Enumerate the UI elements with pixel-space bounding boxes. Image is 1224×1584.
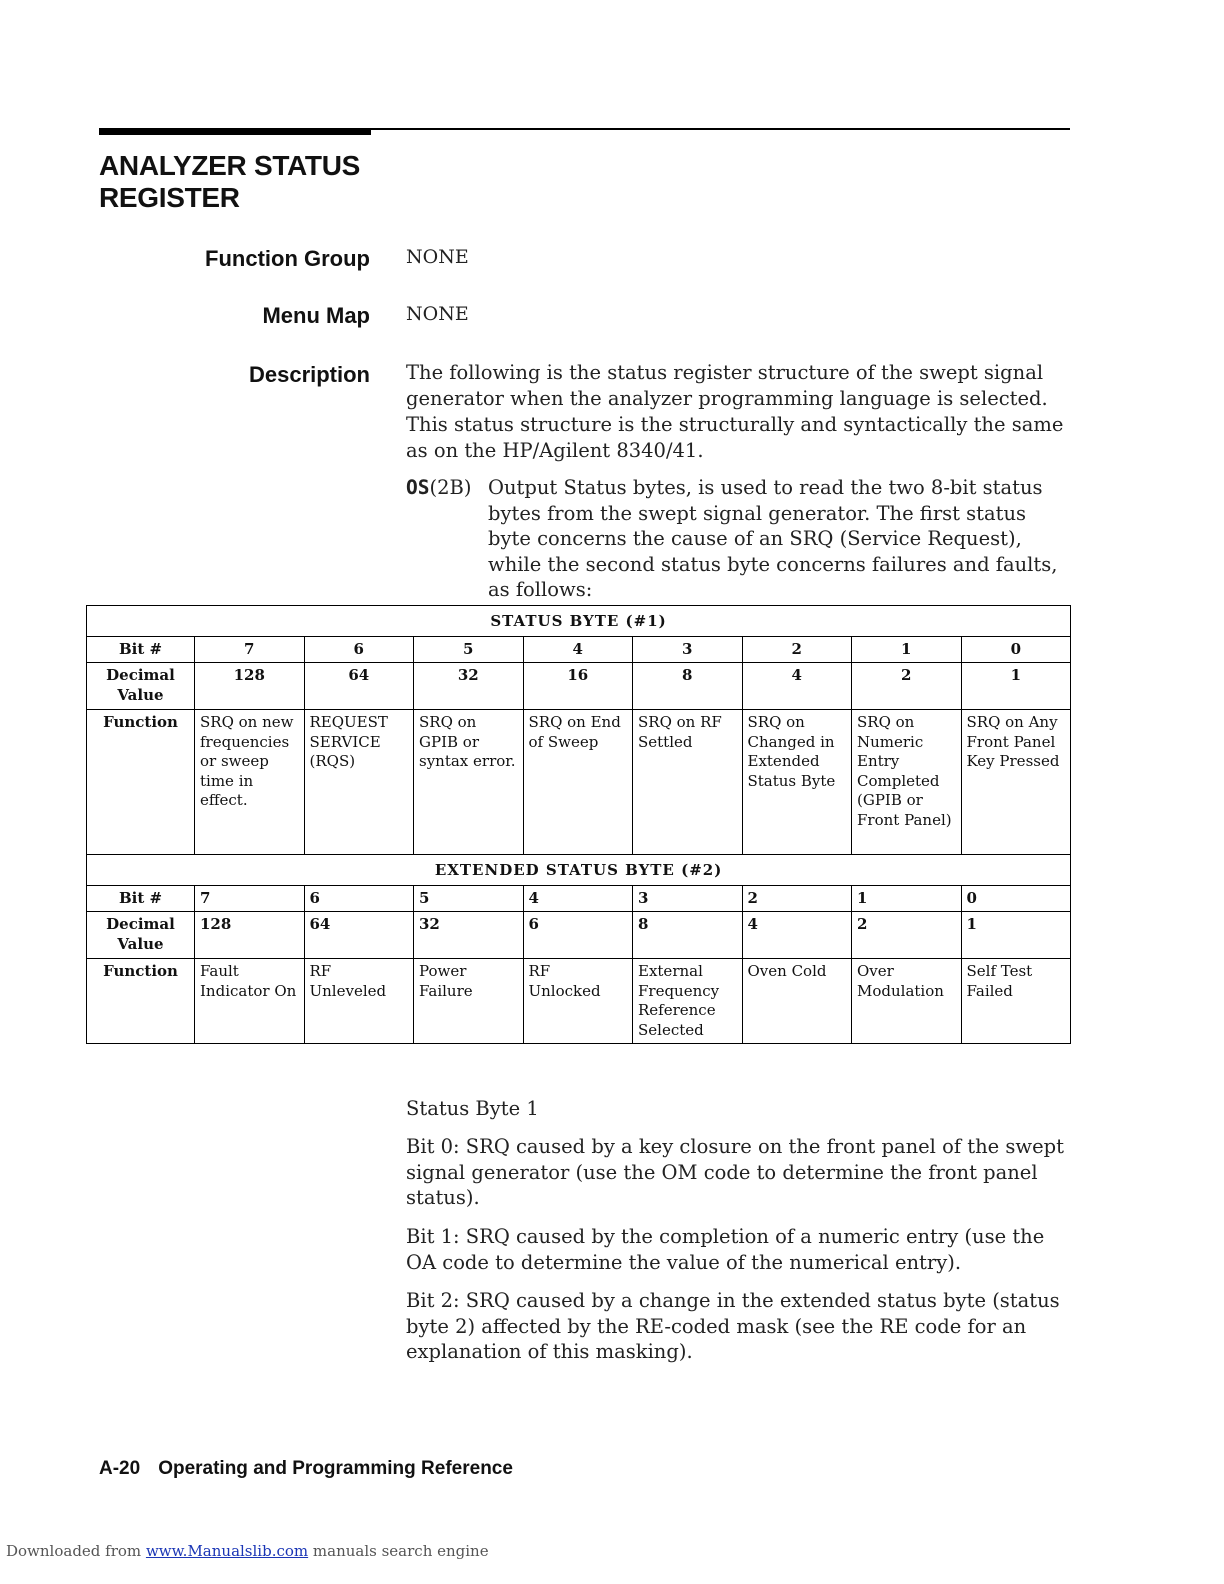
bit-cell: 5 xyxy=(414,636,524,663)
function-group-label: Function Group xyxy=(205,246,370,271)
table-row xyxy=(87,710,1071,855)
function-cell: Over Modulation xyxy=(852,959,962,1044)
function-cell: SRQ on Any Front Panel Key Pressed xyxy=(961,710,1071,855)
bit-cell: 6 xyxy=(304,636,414,663)
function-cell: Fault Indicator On xyxy=(195,959,305,1044)
decimal-cell: 2 xyxy=(852,912,962,959)
decimal-cell: 128 xyxy=(195,912,305,959)
function-cell: SRQ on Changed in Extended Status Byte xyxy=(742,710,852,855)
bit-cell: 5 xyxy=(414,885,524,912)
decimal-cell: 4 xyxy=(742,912,852,959)
decimal-row-label: Decimal Value xyxy=(87,912,195,959)
page-footer-title: Operating and Programming Reference xyxy=(158,1458,513,1479)
function-cell: SRQ on new frequencies or sweep time in effect. xyxy=(195,710,305,855)
download-notice xyxy=(6,1542,489,1560)
bit-cell: 3 xyxy=(633,885,743,912)
decimal-cell: 128 xyxy=(195,663,305,710)
function-group-value: NONE xyxy=(406,246,469,268)
bit-cell: 2 xyxy=(742,636,852,663)
decimal-cell: 8 xyxy=(633,663,743,710)
decimal-cell: 1 xyxy=(961,663,1071,710)
bit-cell: 1 xyxy=(852,636,962,663)
menu-map-value: NONE xyxy=(406,303,469,325)
bit-cell: 4 xyxy=(523,885,633,912)
function-row-label: Function xyxy=(87,959,195,1044)
decimal-cell: 6 xyxy=(523,912,633,959)
bit-cell: 3 xyxy=(633,636,743,663)
decimal-cell: 16 xyxy=(523,663,633,710)
function-row-label: Function xyxy=(87,710,195,855)
function-cell: RF Unleveled xyxy=(304,959,414,1044)
section-rule-thin xyxy=(371,128,1070,130)
decimal-cell: 1 xyxy=(961,912,1071,959)
bit-cell: 6 xyxy=(304,885,414,912)
os-command-entry xyxy=(406,475,1071,603)
decimal-cell: 8 xyxy=(633,912,743,959)
download-prefix: Downloaded from xyxy=(6,1542,142,1560)
status-byte-heading: Status Byte 1 xyxy=(406,1097,539,1120)
manualslib-link[interactable]: www.Manualslib.com xyxy=(145,1542,309,1560)
bit-row-label: Bit # xyxy=(87,636,195,663)
table-row xyxy=(87,959,1071,1044)
function-cell: RF Unlocked xyxy=(523,959,633,1044)
function-cell: Oven Cold xyxy=(742,959,852,1044)
bit-cell: 4 xyxy=(523,636,633,663)
os-command-code: OS(2B) xyxy=(406,476,472,499)
decimal-cell: 32 xyxy=(414,663,524,710)
bit-cell: 0 xyxy=(961,636,1071,663)
decimal-cell: 4 xyxy=(742,663,852,710)
function-cell: SRQ on GPIB or syntax error. xyxy=(414,710,524,855)
table-row xyxy=(87,885,1071,912)
bit-row-label: Bit # xyxy=(87,885,195,912)
bit-cell: 7 xyxy=(195,636,305,663)
page-number: A-20 xyxy=(99,1458,141,1479)
function-cell: Self Test Failed xyxy=(961,959,1071,1044)
decimal-cell: 32 xyxy=(414,912,524,959)
section-title-line2: REGISTER xyxy=(99,182,240,213)
function-cell: Power Failure xyxy=(414,959,524,1044)
decimal-row-label: Decimal Value xyxy=(87,663,195,710)
decimal-cell: 64 xyxy=(304,912,414,959)
bit-cell: 0 xyxy=(961,885,1071,912)
status-byte-1-title: STATUS BYTE (#1) xyxy=(87,606,1071,637)
section-rule-thick xyxy=(99,128,371,135)
section-title xyxy=(99,150,399,214)
section-title-line1: ANALYZER STATUS xyxy=(99,150,360,181)
status-byte-table xyxy=(86,605,1071,1044)
function-cell: SRQ on Numeric Entry Completed (GPIB or Front Panel) xyxy=(852,710,962,855)
function-cell: External Frequency Reference Selected xyxy=(633,959,743,1044)
bit-cell: 1 xyxy=(852,885,962,912)
table-row xyxy=(87,636,1071,663)
function-cell: SRQ on End of Sweep xyxy=(523,710,633,855)
extended-status-byte-title: EXTENDED STATUS BYTE (#2) xyxy=(87,855,1071,886)
bit0-description: Bit 0: SRQ caused by a key closure on the front panel of the swept signal generator (use the OM code to determine the front panel status). xyxy=(406,1135,1064,1209)
description-intro: The following is the status register structure of the swept signal generator when the analyzer programming language is selected. This status structure is the structurally and syntactically the same as on the HP/Agilent 8340/41. xyxy=(406,361,1064,462)
bit-cell: 2 xyxy=(742,885,852,912)
function-cell: REQUEST SERVICE (RQS) xyxy=(304,710,414,855)
bit-cell: 7 xyxy=(195,885,305,912)
download-suffix: manuals search engine xyxy=(312,1542,489,1560)
decimal-cell: 64 xyxy=(304,663,414,710)
os-command-description: Output Status bytes, is used to read the two 8-bit status bytes from the swept signal generator. The first status byte concerns the cause of an SRQ (Service Request), while the second status byte concerns failures and faults, as follows: xyxy=(488,476,1058,601)
page-footer xyxy=(99,1458,513,1480)
table-row xyxy=(87,912,1071,959)
menu-map-label: Menu Map xyxy=(262,303,370,328)
table-row xyxy=(87,663,1071,710)
bit2-description: Bit 2: SRQ caused by a change in the extended status byte (status byte 2) affected by the RE-coded mask (see the RE code for an explanation of this masking). xyxy=(406,1289,1060,1363)
description-label: Description xyxy=(248,362,370,387)
decimal-cell: 2 xyxy=(852,663,962,710)
function-cell: SRQ on RF Settled xyxy=(633,710,743,855)
bit1-description: Bit 1: SRQ caused by the completion of a numeric entry (use the OA code to determine the value of the numerical entry). xyxy=(406,1225,1045,1274)
